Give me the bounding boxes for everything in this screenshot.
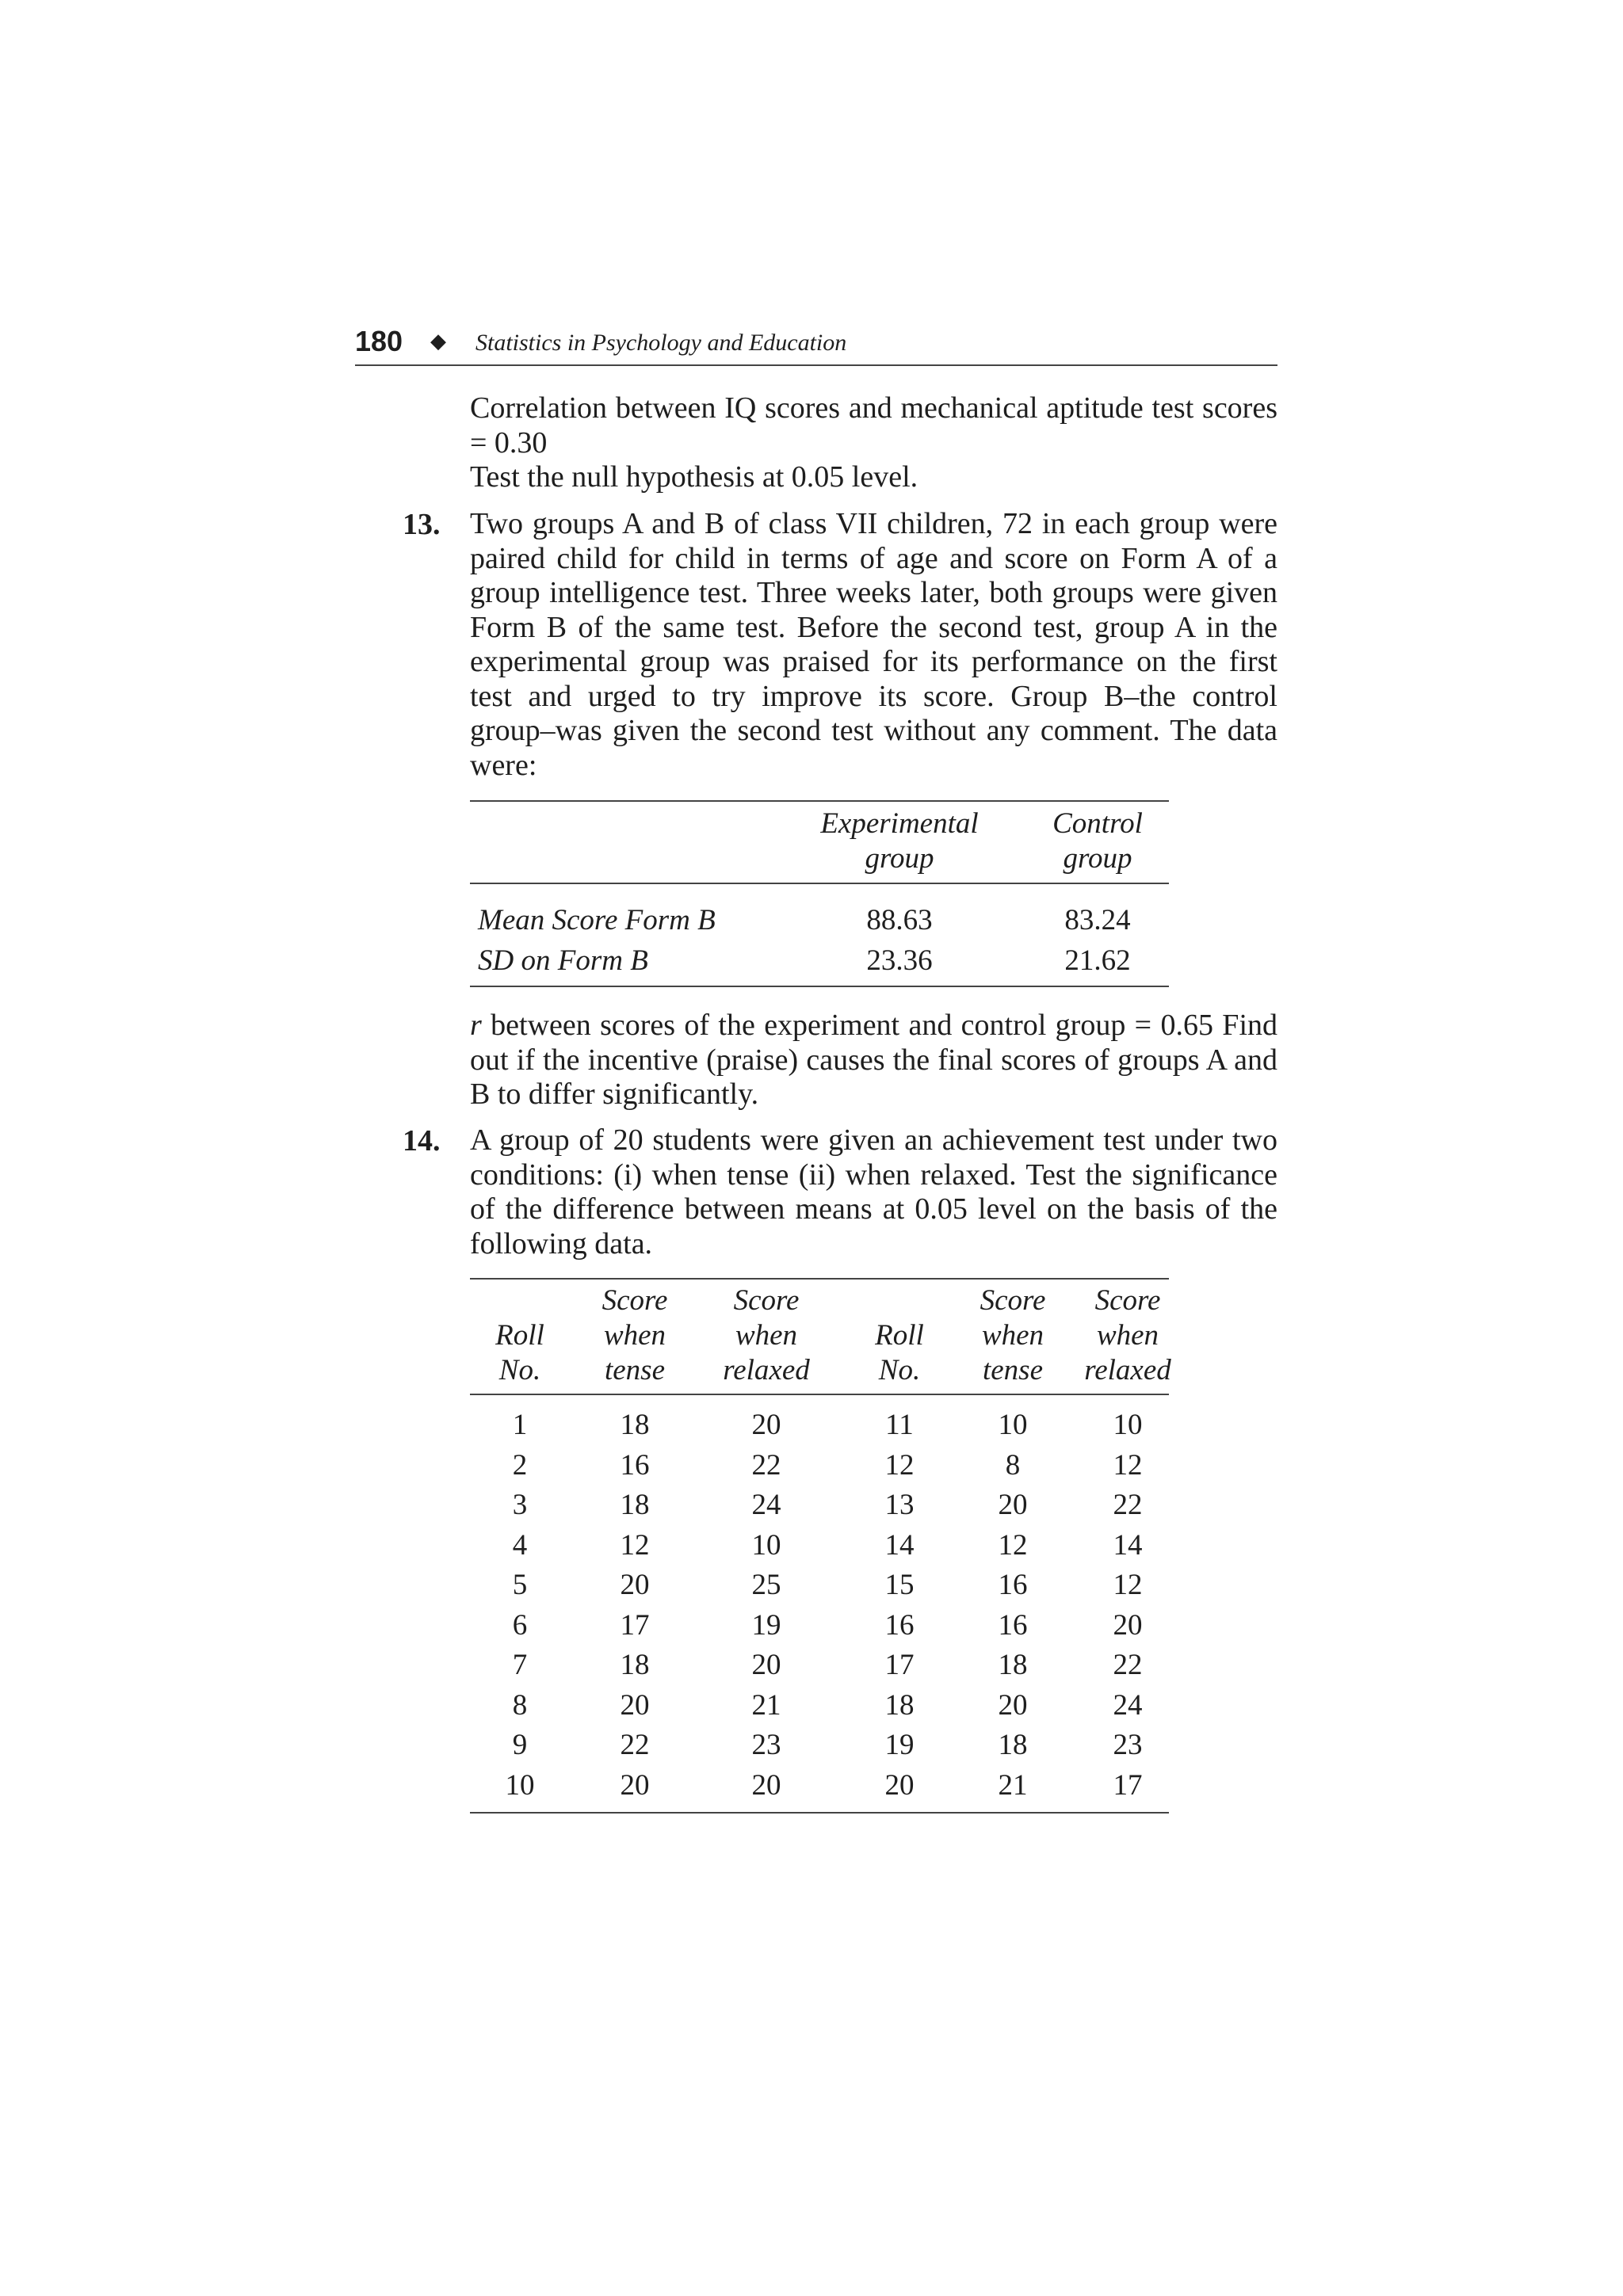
q14-table-cell: 16: [998, 1569, 1028, 1601]
question-13-text: Two groups A and B of class VII children, 72 in each group were paired child for child in terms of age and score on Form A of a group intelligence test. Three weeks later, both groups were given Form B of the same test. Before the second test, group A in the experimental group was praised for its performance on the first test and urged to try improve its score. Group B–the control group–was given the second test without any comment. The data were:: [470, 507, 1277, 782]
q13-row-label: SD on Form B: [478, 944, 648, 977]
q14-table-cell: 11: [885, 1409, 914, 1441]
q14-table-cell: 12: [1113, 1569, 1143, 1601]
q14-table-cell: 18: [998, 1649, 1028, 1681]
q14-table-cell: 18: [998, 1729, 1028, 1761]
q14-header-cell: when: [735, 1319, 798, 1352]
q14-header-cell: Roll: [875, 1319, 924, 1352]
q14-table-cell: 21: [751, 1688, 781, 1722]
q14-table-cell: 6: [512, 1608, 528, 1642]
q14-table-cell: 12: [1113, 1448, 1143, 1482]
q14-table-cell: 20: [884, 1768, 915, 1802]
q14-table-cell: 8: [1005, 1448, 1021, 1482]
q13-row-ctrl: 83.24: [1064, 904, 1131, 936]
q14-header-cell: tense: [604, 1354, 666, 1386]
q14-table-cell: 18: [620, 1409, 650, 1441]
q14-header-cell: when: [603, 1319, 666, 1352]
question-13-followup: [470, 1009, 1277, 1112]
q13-row-exp: 88.63: [866, 904, 933, 936]
q14-table-cell: 24: [1113, 1688, 1143, 1722]
q14-table-cell: 17: [1113, 1768, 1143, 1802]
q14-table-cell: 7: [512, 1649, 528, 1681]
q14-table-cell: 22: [751, 1448, 781, 1482]
question-14-text: A group of 20 students were given an achievement test under two conditions: (i) when tense (ii) when relaxed. Test the significance of the difference between means at 0.05 level on the basis of the following data.: [470, 1123, 1277, 1261]
q14-header-cell: relaxed: [723, 1354, 810, 1386]
q14-table-bottom-rule: [470, 1812, 1169, 1814]
q14-header-cell: Score: [601, 1284, 668, 1317]
q14-header-cell: relaxed: [1084, 1354, 1171, 1386]
q14-table-cell: 23: [751, 1729, 781, 1761]
q14-header-cell: Score: [1094, 1284, 1161, 1317]
q14-table-cell: 18: [620, 1489, 650, 1521]
q13-row-exp: 23.36: [866, 944, 933, 977]
q14-header-cell: Score: [980, 1284, 1046, 1317]
q14-table-cell: 20: [998, 1489, 1028, 1521]
q13-col-control-l2: group: [1063, 842, 1132, 875]
page-number: 180: [355, 325, 403, 357]
q14-header-cell: tense: [982, 1354, 1044, 1386]
q14-header-cell: No.: [498, 1354, 541, 1386]
q14-table-cell: 20: [620, 1569, 650, 1601]
q14-table-cell: 9: [512, 1729, 528, 1761]
intro-instruction: Test the null hypothesis at 0.05 level.: [470, 460, 918, 494]
diamond-icon: ◆: [430, 330, 446, 353]
q14-table-cell: 8: [512, 1688, 528, 1722]
q13-row-ctrl: 21.62: [1064, 944, 1131, 977]
question-13-number: 13.: [403, 508, 441, 541]
q14-table-cell: 2: [512, 1448, 528, 1482]
q14-table-cell: 19: [751, 1608, 781, 1642]
r-symbol: r: [470, 1009, 482, 1042]
q14-table-cell: 19: [884, 1729, 915, 1761]
q14-header-cell: No.: [878, 1354, 921, 1386]
q14-table-cell: 10: [998, 1409, 1028, 1441]
question-14-number: 14.: [403, 1124, 441, 1158]
q14-table-cell: 24: [751, 1489, 781, 1521]
q14-table-cell: 25: [751, 1569, 781, 1601]
q14-table-top-rule: [470, 1278, 1169, 1280]
q14-table-cell: 12: [884, 1448, 915, 1482]
q14-table-cell: 20: [620, 1768, 650, 1802]
q14-table-cell: 14: [884, 1528, 915, 1562]
q14-table-cell: 17: [884, 1649, 915, 1681]
q14-table-cell: 13: [884, 1489, 915, 1521]
q14-table-cell: 22: [1113, 1649, 1143, 1681]
q14-table-cell: 12: [620, 1528, 650, 1562]
q14-table-cell: 10: [751, 1528, 781, 1562]
q14-table-cell: 20: [751, 1768, 781, 1802]
q14-table-cell: 4: [512, 1528, 528, 1562]
running-header: [355, 323, 1277, 366]
q14-table-cell: 15: [884, 1569, 915, 1601]
q14-table-cell: 14: [1113, 1528, 1143, 1562]
q14-table-cell: 21: [998, 1768, 1028, 1802]
running-title: Statistics in Psychology and Education: [475, 330, 847, 356]
q14-table-cell: 20: [1113, 1608, 1143, 1642]
q14-table-cell: 22: [1113, 1489, 1143, 1521]
q14-table-cell: 12: [998, 1528, 1028, 1562]
q14-table-cell: 16: [620, 1448, 650, 1482]
q14-header-cell: Score: [733, 1284, 800, 1317]
q14-table-cell: 16: [998, 1608, 1028, 1642]
q14-table-cell: 20: [751, 1649, 781, 1681]
q14-table-cell: 20: [998, 1688, 1028, 1722]
q13-table-header-rule: [470, 883, 1169, 884]
q14-table-cell: 20: [751, 1409, 781, 1441]
q14-header-cell: when: [981, 1319, 1044, 1352]
q14-header-cell: when: [1096, 1319, 1159, 1352]
q13-table-top-rule: [470, 800, 1169, 802]
q14-header-cell: Roll: [495, 1319, 544, 1352]
q14-table-cell: 18: [884, 1688, 915, 1722]
q13-col-control-l1: Control: [1052, 807, 1143, 840]
q14-table-cell: 16: [884, 1608, 915, 1642]
question-13-followup-text: between scores of the experiment and control group = 0.65 Find out if the incentive (praise) causes the final scores of groups A and B to differ significantly.: [470, 1009, 1277, 1111]
q13-table-bottom-rule: [470, 986, 1169, 987]
q13-row-label: Mean Score Form B: [478, 904, 716, 936]
q14-table-header-rule: [470, 1394, 1169, 1395]
q14-table-cell: 3: [512, 1489, 528, 1521]
q14-table-cell: 18: [620, 1649, 650, 1681]
intro-paragraph: Correlation between IQ scores and mechanical aptitude test scores = 0.30: [470, 391, 1277, 460]
q14-table-cell: 10: [505, 1768, 535, 1802]
q14-table-cell: 22: [620, 1729, 650, 1761]
q14-table-cell: 5: [512, 1569, 528, 1601]
q14-table-cell: 1: [512, 1409, 528, 1441]
q14-table-cell: 17: [620, 1608, 650, 1642]
q14-table-cell: 23: [1113, 1729, 1143, 1761]
q14-table-cell: 10: [1113, 1409, 1143, 1441]
q13-col-experimental-l2: group: [865, 842, 934, 875]
q14-table-cell: 20: [620, 1688, 650, 1722]
q13-col-experimental-l1: Experimental: [820, 807, 979, 840]
